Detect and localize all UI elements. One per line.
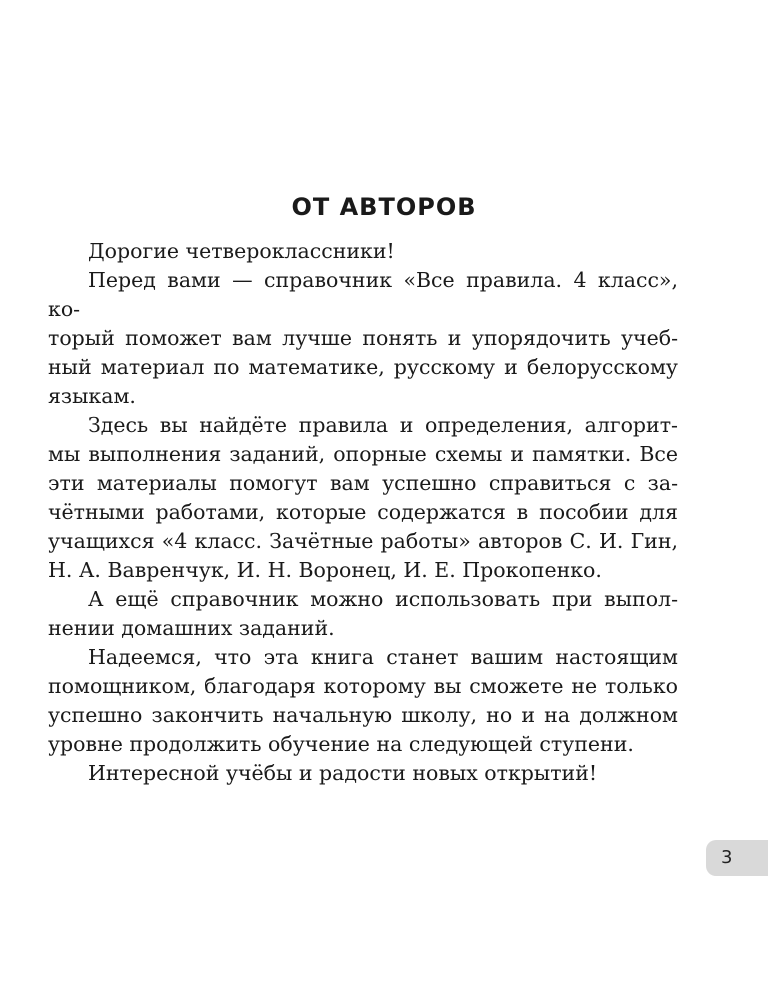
page-number: 3 xyxy=(721,847,733,868)
text-line: Надеемся, что эта книга станет вашим настоящим xyxy=(88,645,678,669)
paragraph xyxy=(48,759,678,788)
text-line: торый поможет вам лучше понять и упорядочить учеб- xyxy=(48,326,678,350)
page-heading: ОТ АВТОРОВ xyxy=(291,193,477,221)
paragraph xyxy=(48,585,678,643)
text-line: нении домашних заданий. xyxy=(48,616,335,640)
page-number-tab xyxy=(706,840,768,876)
paragraph xyxy=(48,266,678,411)
text-line: Перед вами — справочник «Все правила. 4 класс», ко- xyxy=(48,268,678,321)
text-line: мы выполнения заданий, опорные схемы и памятки. Все xyxy=(48,442,678,466)
paragraph xyxy=(48,237,678,266)
text-line: помощником, благодаря которому вы сможете не только xyxy=(48,674,678,698)
text-line: А ещё справочник можно использовать при выпол- xyxy=(88,587,678,611)
text-line: ный материал по математике, русскому и белорусскому xyxy=(48,355,678,379)
text-line: Здесь вы найдёте правила и определения, алгорит- xyxy=(88,413,678,437)
text-line: учащихся «4 класс. Зачётные работы» авторов С. И. Гин, xyxy=(48,529,678,553)
body-text xyxy=(48,237,678,788)
text-line: Н. А. Вавренчук, И. Н. Воронец, И. Е. Прокопенко. xyxy=(48,558,602,582)
paragraph xyxy=(48,643,678,759)
text-line: уровне продолжить обучение на следующей ступени. xyxy=(48,732,634,756)
text-line: чётными работами, которые содержатся в пособии для xyxy=(48,500,678,524)
text-line: эти материалы помогут вам успешно справиться с за- xyxy=(48,471,678,495)
text-line: языкам. xyxy=(48,384,136,408)
paragraph xyxy=(48,411,678,585)
text-line: успешно закончить начальную школу, но и на должном xyxy=(48,703,678,727)
text-line: Дорогие четвероклассники! xyxy=(88,239,395,263)
text-line: Интересной учёбы и радости новых открытий! xyxy=(88,761,598,785)
